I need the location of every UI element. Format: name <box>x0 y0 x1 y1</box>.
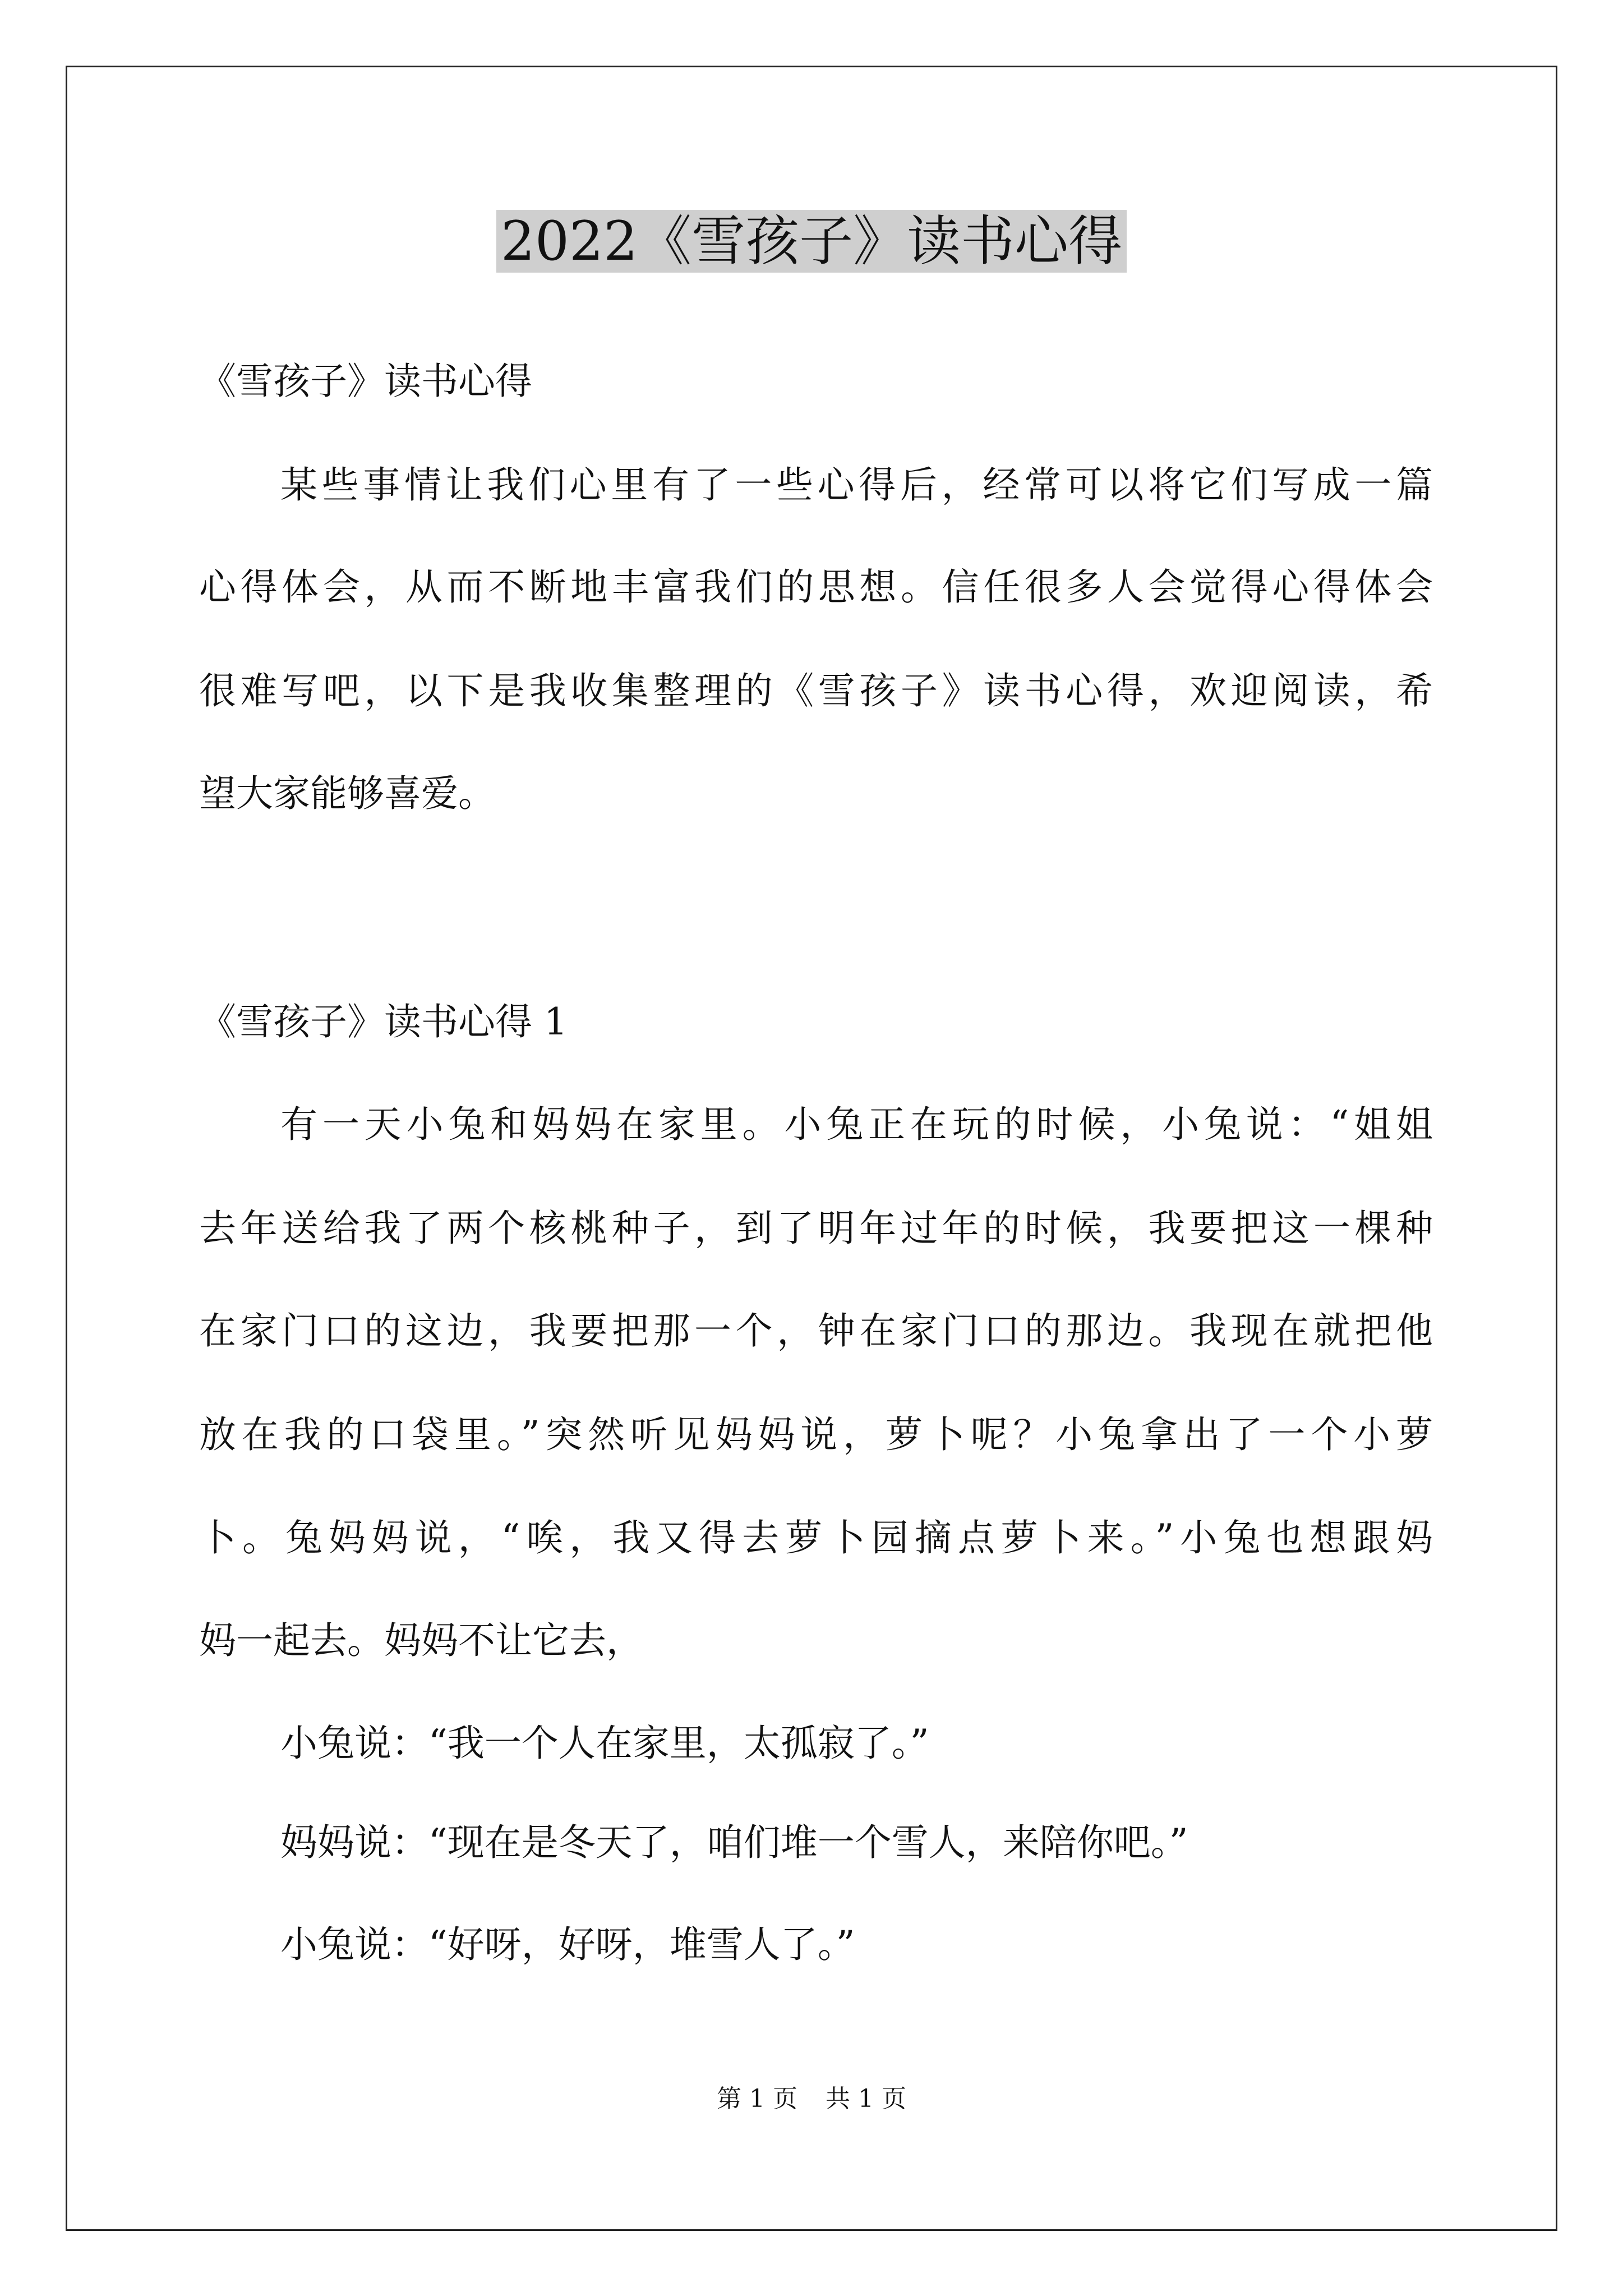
dialogue-line: 小兔说：“我一个人在家里，太孤寂了。” <box>280 1722 929 1765</box>
paragraph-line: 有一天小兔和妈妈在家里。小兔正在玩的时候，小兔说：“姐姐 <box>280 1103 1433 1146</box>
paragraph-line: 卜。兔妈妈说，“唉，我又得去萝卜园摘点萝卜来。”小兔也想跟妈 <box>199 1516 1433 1559</box>
page-footer <box>0 2082 1623 2116</box>
page-number: 第 1 页 <box>717 2085 797 2113</box>
document-title-text: 2022《雪孩子》读书心得 <box>496 210 1127 273</box>
document-title <box>0 205 1623 278</box>
paragraph-line: 某些事情让我们心里有了一些心得后，经常可以将它们写成一篇 <box>280 463 1433 507</box>
paragraph-line: 在家门口的这边，我要把那一个，钟在家门口的那边。我现在就把他 <box>199 1309 1433 1352</box>
paragraph-line: 放在我的口袋里。”突然听见妈妈说，萝卜呢？小兔拿出了一个小萝 <box>199 1413 1433 1456</box>
paragraph-line: 去年送给我了两个核桃种子，到了明年过年的时候，我要把这一棵种 <box>199 1207 1433 1250</box>
section-heading-1: 《雪孩子》读书心得 1 <box>199 1000 568 1043</box>
paragraph-line: 望大家能够喜爱。 <box>199 772 495 815</box>
dialogue-line: 妈妈说：“现在是冬天了，咱们堆一个雪人，来陪你吧。” <box>280 1821 1188 1864</box>
page-total: 共 1 页 <box>826 2085 906 2113</box>
dialogue-line: 小兔说：“好呀，好呀，堆雪人了。” <box>280 1923 855 1966</box>
paragraph-line: 心得体会，从而不断地丰富我们的思想。信任很多人会觉得心得体会 <box>199 565 1433 609</box>
paragraph-line: 妈一起去。妈妈不让它去， <box>199 1619 643 1662</box>
paragraph-line: 很难写吧，以下是我收集整理的《雪孩子》读书心得，欢迎阅读，希 <box>199 669 1433 712</box>
section-heading-intro: 《雪孩子》读书心得 <box>199 360 532 403</box>
